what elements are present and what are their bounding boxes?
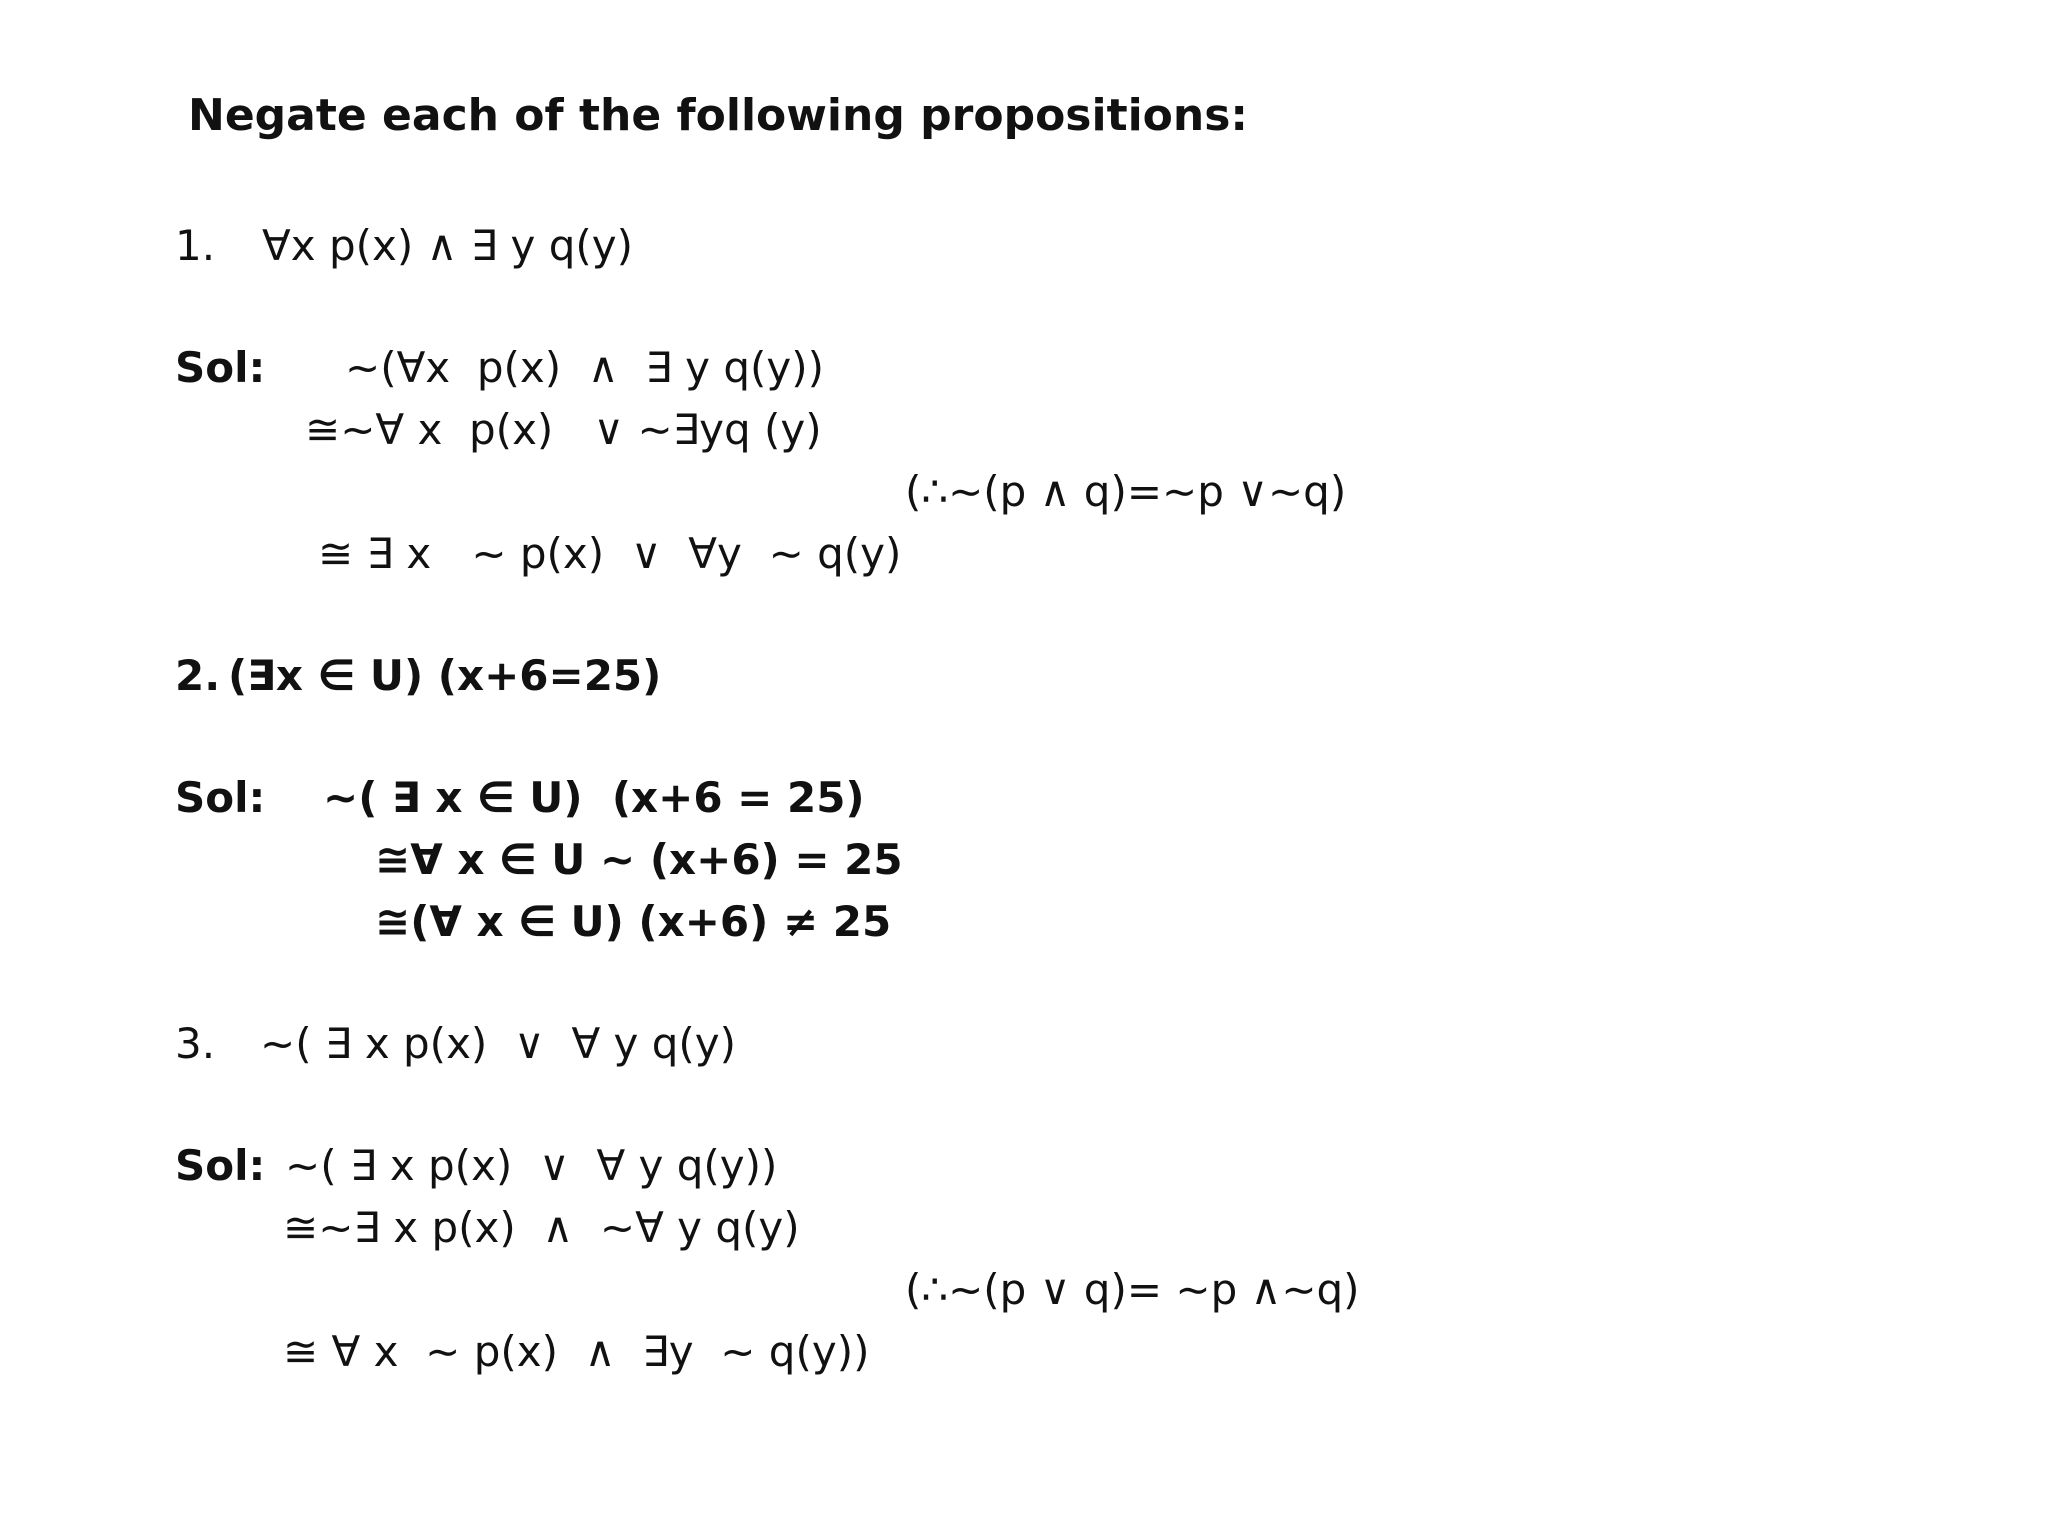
problem-2-number: 2. (175, 651, 221, 700)
problem-3-statement: ~( ∃ x p(x) ∨ ∀ y q(y) (260, 1019, 737, 1068)
slide-title: Negate each of the following propositions: (188, 90, 1249, 141)
problem-2-step-2: ≅∀ x ∈ U ~ (x+6) = 25 (375, 835, 903, 884)
problem-1-statement: ∀x p(x) ∧ ∃ y q(y) (262, 221, 634, 270)
problem-1-step-3: ≅ ∃ x ~ p(x) ∨ ∀y ∼ q(y) (318, 529, 902, 578)
problem-3-step-2: ≅~∃ x p(x) ∧ ~∀ y q(y) (283, 1203, 800, 1252)
problem-2-step-1: ~( ∃ x ∈ U) (x+6 = 25) (323, 773, 865, 822)
problem-2-statement: (∃x ∈ U) (x+6=25) (228, 651, 662, 700)
problem-3-step-3: ≅ ∀ x ∼ p(x) ∧ ∃y ~ q(y)) (283, 1327, 870, 1376)
problem-3-justification: (∴~(p ∨ q)= ∼p ∧∼q) (905, 1265, 1360, 1314)
problem-3-number: 3. (175, 1019, 216, 1068)
problem-1-step-1: ~(∀x p(x) ∧ ∃ y q(y)) (345, 343, 825, 392)
problem-1-justification: (∴∼(p ∧ q)=∼p ∨∼q) (905, 467, 1347, 516)
problem-2-sol-label: Sol: (175, 773, 266, 822)
problem-3-sol-label: Sol: (175, 1141, 266, 1190)
problem-1-sol-label: Sol: (175, 343, 266, 392)
problem-1-step-2: ≅~∀ x p(x) ∨ ∼∃yq (y) (305, 405, 822, 454)
problem-1-number: 1. (175, 221, 216, 270)
problem-3-step-1: ~( ∃ x p(x) ∨ ∀ y q(y)) (285, 1141, 778, 1190)
problem-2-step-3: ≅(∀ x ∈ U) (x+6) ≠ 25 (375, 897, 892, 946)
